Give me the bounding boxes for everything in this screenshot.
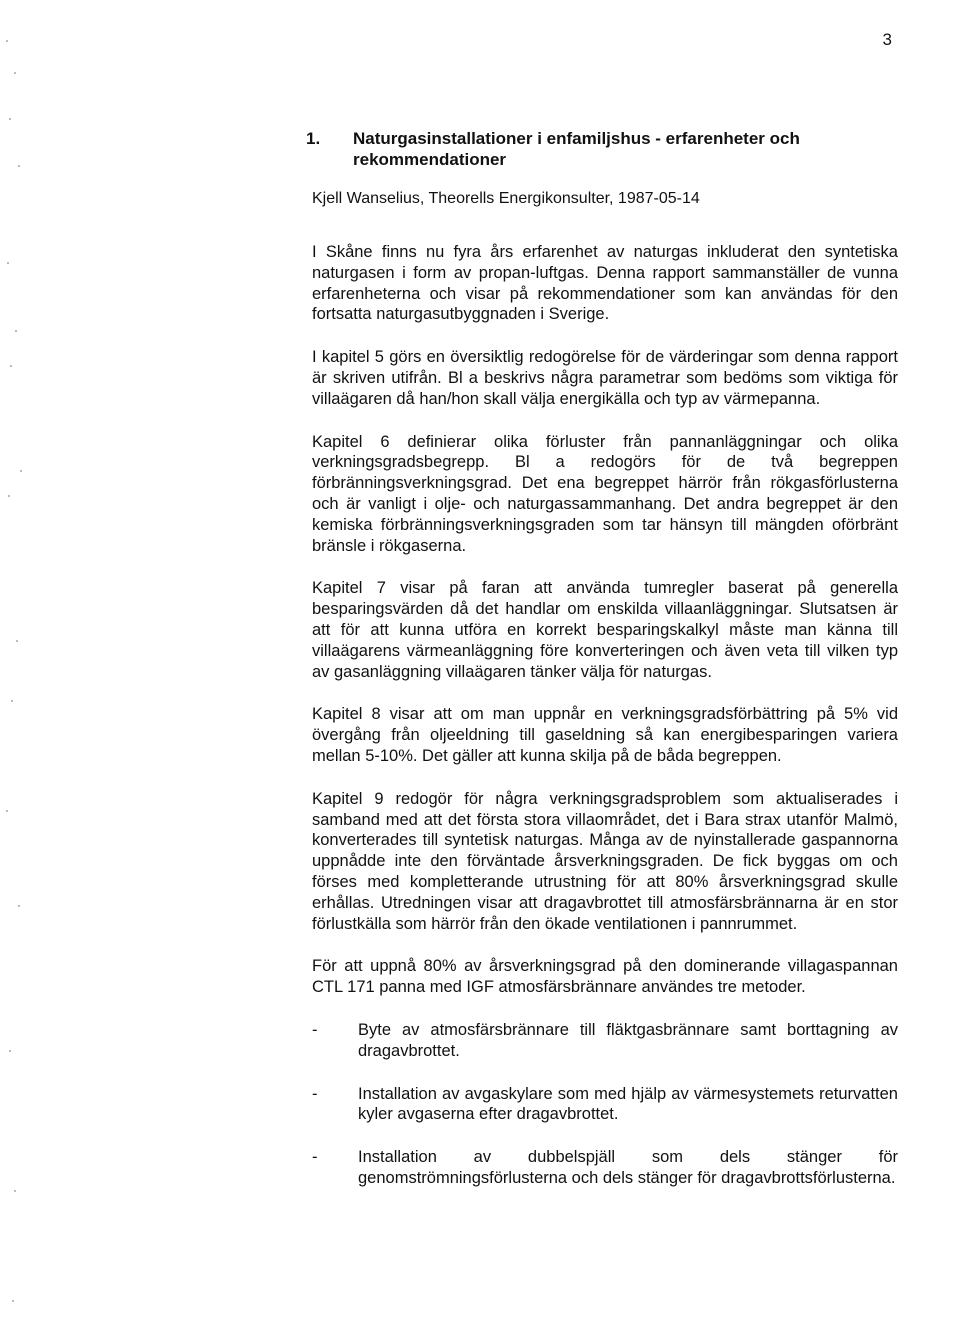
section-number: 1. [306, 129, 321, 148]
scan-margin-noise [0, 0, 40, 1329]
scan-speck [6, 810, 8, 812]
paragraph: Kapitel 7 visar på faran att använda tumregler baserat på generella besparingsvärden då det handlar om enskilda villaanläggningar. Slutsatsen är att för att kunna utföra en korrekt besparingskalkyl måste man känna till villaägarens värmeanläggning före konverteringen och även veta till vilken typ av gasanläggning villaägaren tänker välja för naturgas. [312, 579, 898, 681]
scan-speck [6, 40, 8, 42]
list-item [312, 1084, 898, 1126]
body-text [312, 242, 898, 1211]
list-item-text: Installation av dubbelspjäll som dels stänger för genomströmningsförlusterna och dels stänger för dragavbrottsförlusterna. [358, 1148, 898, 1187]
list-dash: - [312, 1084, 318, 1103]
paragraph: För att uppnå 80% av årsverkningsgrad på den dominerande villagaspannan CTL 171 panna med IGF atmosfärsbrännare användes tre metoder. [312, 957, 898, 997]
scan-speck [14, 72, 16, 74]
scan-speck [15, 330, 17, 332]
scan-speck [7, 262, 9, 264]
scan-speck [9, 1050, 11, 1052]
paragraph: Kapitel 6 definierar olika förluster från pannanläggningar och olika verkningsgradsbegrepp. Bl a redogörs för de två begreppen förbränningsverkningsgrad. Det ena begreppet härrör från rökgasförlusterna och är vanligt i olje- och naturgassammanhang. Det andra begreppet är den kemiska förbränningsverkningsgraden som tar hänsyn till mängden oförbränt bränsle i rökgaserna. [312, 432, 898, 555]
paragraph: I kapitel 5 görs en översiktlig redogörelse för de värderingar som denna rapport är skriven utifrån. Bl a beskrivs några parametrar som bedöms som viktiga för villaägaren då han/hon skall välja energikälla och typ av värmepanna. [312, 348, 898, 408]
page-number: 3 [882, 30, 892, 49]
scan-speck [11, 700, 13, 702]
section-heading [306, 128, 908, 170]
list-item [312, 1147, 898, 1189]
scan-speck [20, 470, 22, 472]
scan-speck [8, 495, 10, 497]
list-item-text: Installation av avgaskylare som med hjälp av värmesystemets returvatten kyler avgaserna efter dragavbrottet. [358, 1084, 898, 1124]
paragraph: Kapitel 8 visar att om man uppnår en verkningsgradsförbättring på 5% vid övergång från oljeeldning till gaseldning så kan energibesparingen variera mellan 5-10%. Det gäller att kunna skilja på de båda begreppen. [312, 705, 898, 765]
author-line: Kjell Wanselius, Theorells Energikonsulter, 1987-05-14 [312, 190, 700, 207]
paragraph: Kapitel 9 redogör för några verkningsgradsproblem som aktualiserades i samband med att det första stora villaområdet, det i Bara strax utanför Malmö, konverterades till syntetisk naturgas. Många av de nyinstallerade gaspannorna uppnådde inte den förväntade årsverkningsgraden. De fick byggas om och förses med kompletterande utrustning för att 80% årsverkningsgrad skulle erhållas. Utredningen visar att dragavbrottet till atmosfärsbrännarna är en stor förlustkälla som härrör från den ökade ventilationen i pannrummet. [312, 789, 898, 933]
paragraph: I Skåne finns nu fyra års erfarenhet av naturgas inkluderat den syntetiska naturgasen i form av propan-luftgas. Denna rapport sammanställer de vunna erfarenheterna och visar på rekommendationer som kan användas för den fortsatta naturgasutbyggnaden i Sverige. [312, 243, 898, 324]
list-dash: - [312, 1148, 318, 1167]
section-title-line-1: Naturgasinstallationer i enfamiljshus - erfarenheter och [353, 129, 800, 148]
scan-speck [12, 1300, 14, 1302]
method-list [312, 1020, 898, 1189]
list-dash: - [312, 1020, 318, 1039]
scan-speck [18, 165, 20, 167]
section-title-line-2: rekommendationer [353, 150, 507, 169]
list-item [312, 1020, 898, 1062]
scan-speck [9, 118, 11, 120]
list-item-text: Byte av atmosfärsbrännare till fläktgasbrännare samt borttagning av dragavbrottet. [358, 1020, 898, 1060]
scan-speck [14, 1190, 16, 1192]
scan-speck [10, 365, 12, 367]
scan-speck [16, 640, 18, 642]
scan-speck [18, 905, 20, 907]
